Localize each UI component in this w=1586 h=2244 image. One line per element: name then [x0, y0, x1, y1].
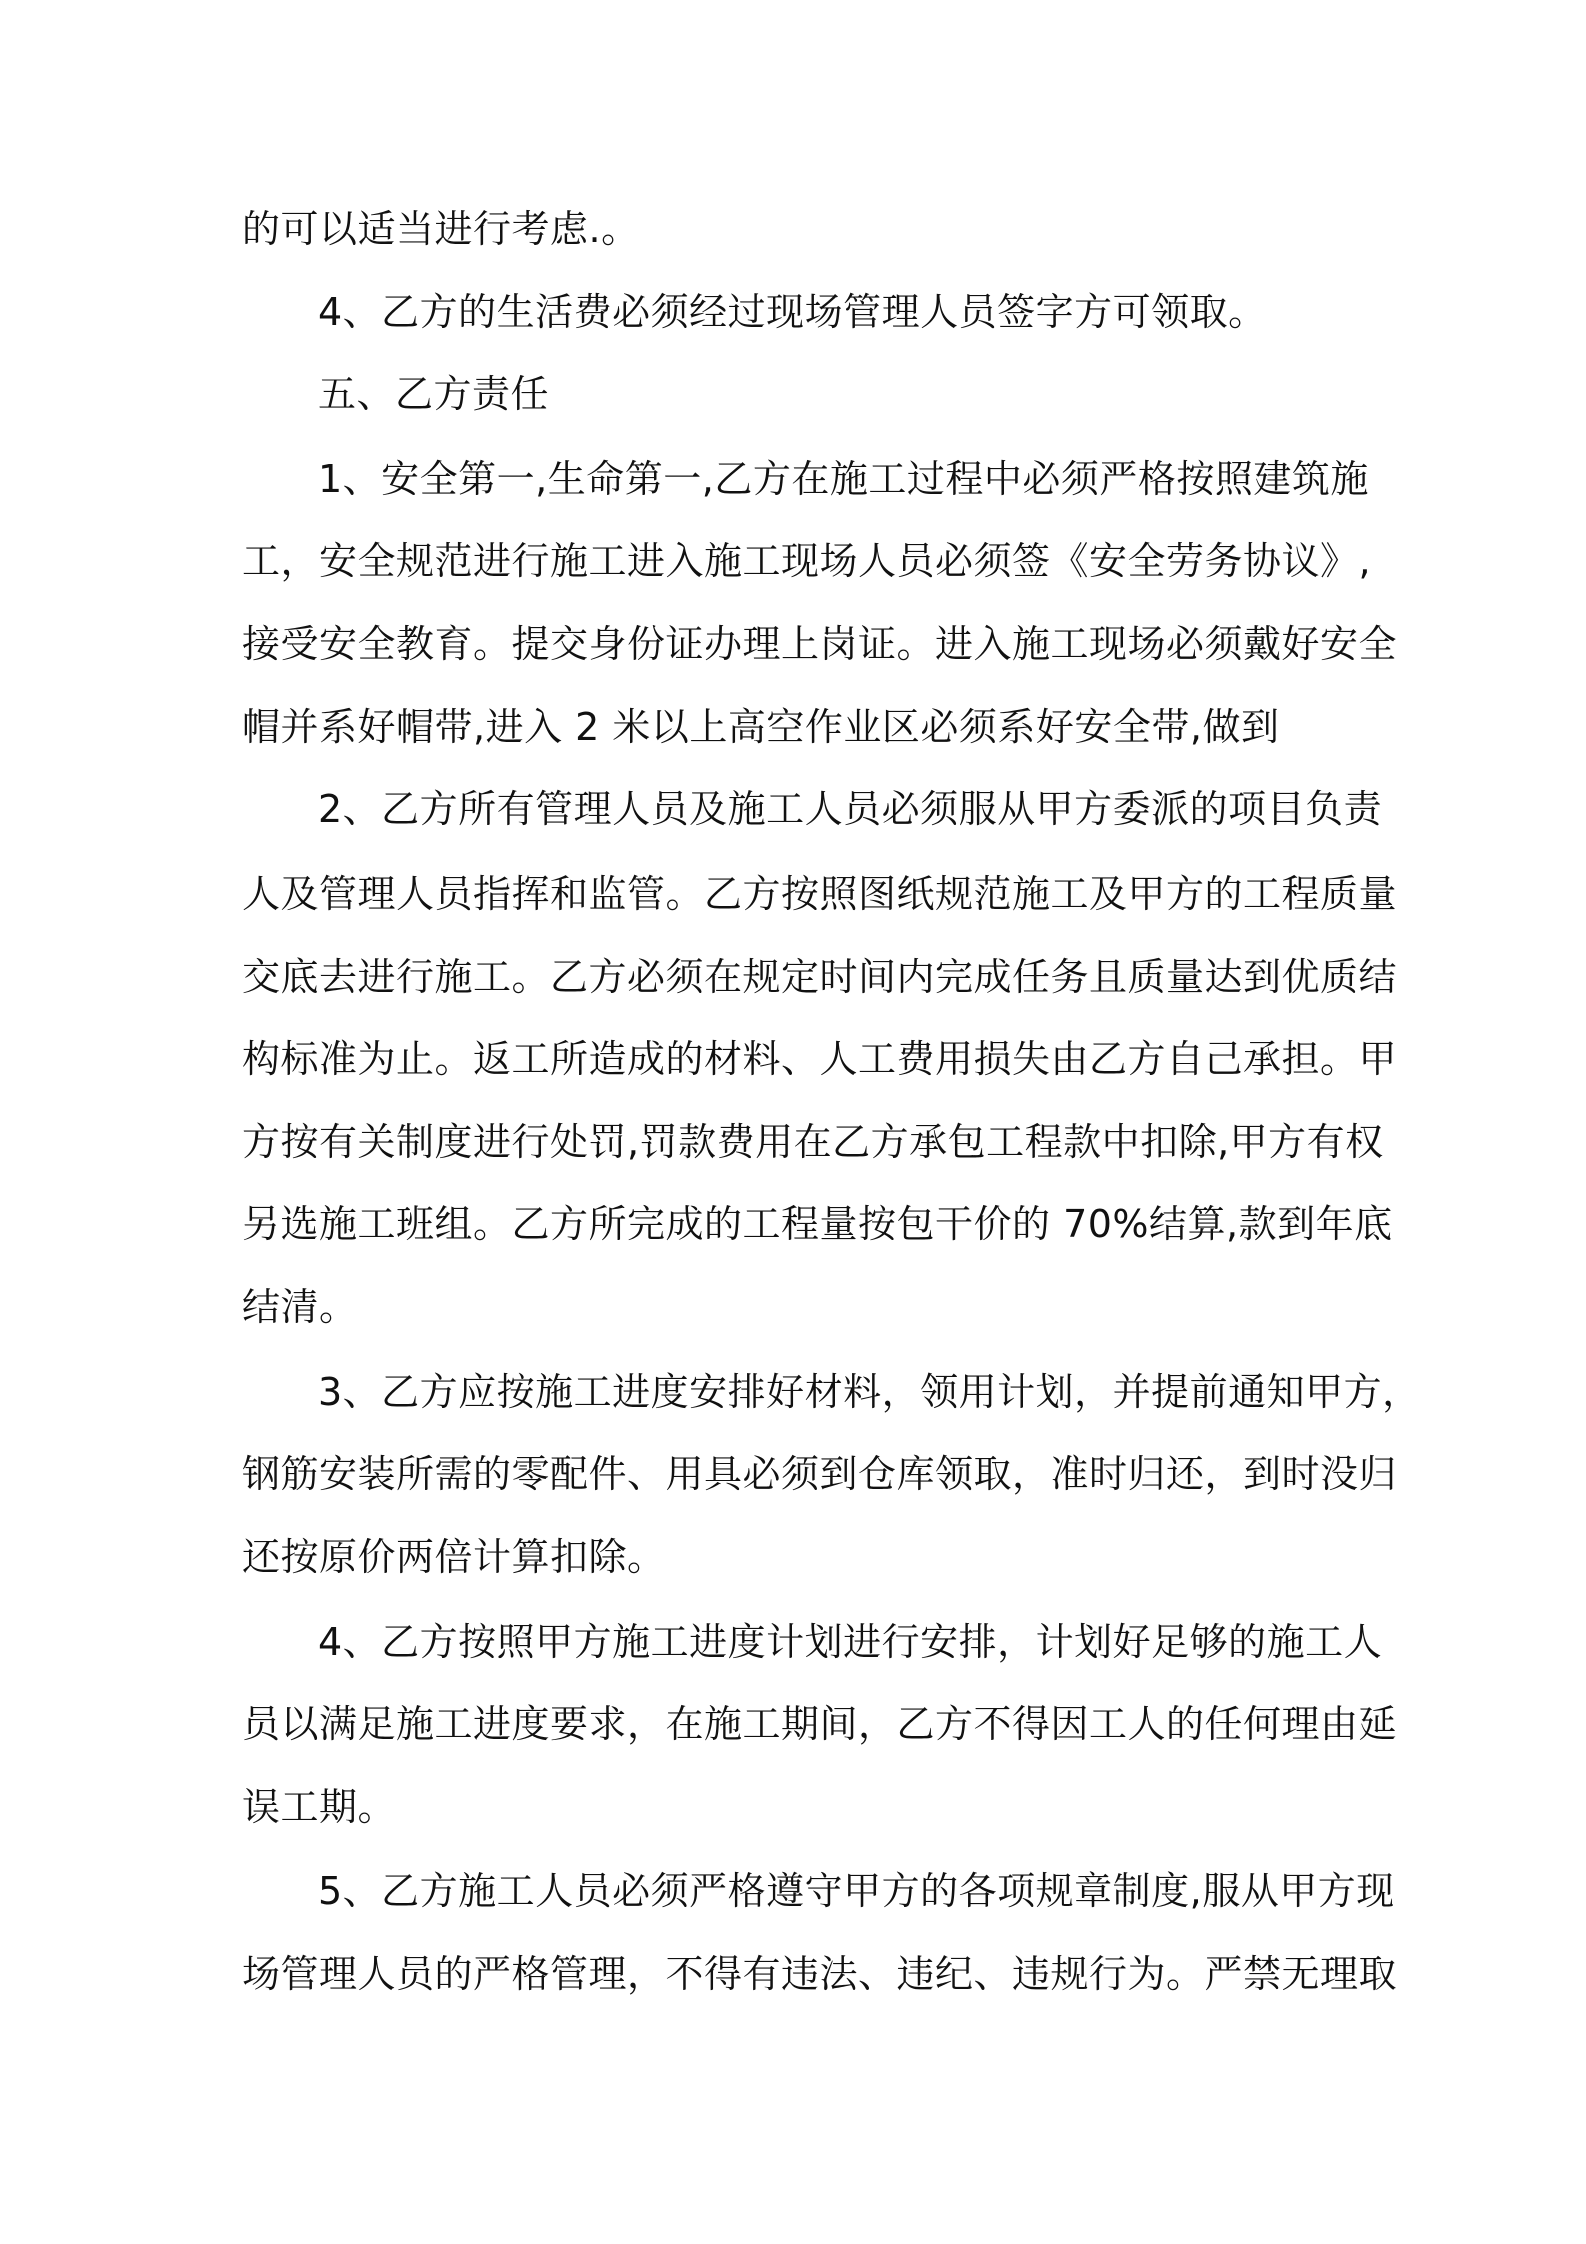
text-line: 1、安全第一,生命第一,乙方在施工过程中必须严格按照建筑施	[318, 457, 1369, 501]
text-line: 的可以适当进行考虑.。	[242, 207, 640, 251]
text-line: 5、乙方施工人员必须严格遵守甲方的各项规章制度,服从甲方现	[318, 1869, 1395, 1913]
text-line: 4、乙方的生活费必须经过现场管理人员签字方可领取。	[318, 290, 1267, 334]
text-line: 帽并系好帽带,进入 2 米以上高空作业区必须系好安全带,做到	[242, 705, 1280, 749]
text-line: 员以满足施工进度要求，在施工期间，乙方不得因工人的任何理由延	[242, 1702, 1398, 1746]
text-line: 接受安全教育。提交身份证办理上岗证。进入施工现场必须戴好安全	[242, 622, 1398, 666]
section-heading: 五、乙方责任	[318, 372, 550, 416]
text-line: 人及管理人员指挥和监管。乙方按照图纸规范施工及甲方的工程质量	[242, 872, 1398, 916]
text-line: 3、乙方应按施工进度安排好材料，领用计划，并提前通知甲方，	[318, 1370, 1421, 1414]
text-line: 4、乙方按照甲方施工进度计划进行安排，计划好足够的施工人	[318, 1620, 1383, 1664]
text-line: 方按有关制度进行处罚,罚款费用在乙方承包工程款中扣除,甲方有权	[242, 1120, 1384, 1164]
text-line: 工，安全规范进行施工进入施工现场人员必须签《安全劳务协议》,	[242, 539, 1372, 583]
text-line: 场管理人员的严格管理，不得有违法、违纪、违规行为。严禁无理取	[242, 1952, 1398, 1996]
text-line: 另选施工班组。乙方所完成的工程量按包干价的 70%结算,款到年底	[242, 1202, 1393, 1246]
text-line: 误工期。	[242, 1785, 397, 1829]
text-line: 构标准为止。返工所造成的材料、人工费用损失由乙方自己承担。甲	[242, 1037, 1398, 1081]
text-line: 结清。	[242, 1285, 358, 1329]
text-line: 交底去进行施工。乙方必须在规定时间内完成任务且质量达到优质结	[242, 955, 1398, 999]
text-line: 还按原价两倍计算扣除。	[242, 1535, 666, 1579]
text-line: 2、乙方所有管理人员及施工人员必须服从甲方委派的项目负责	[318, 787, 1383, 831]
text-line: 钢筋安装所需的零配件、用具必须到仓库领取，准时归还，到时没归	[242, 1452, 1398, 1496]
